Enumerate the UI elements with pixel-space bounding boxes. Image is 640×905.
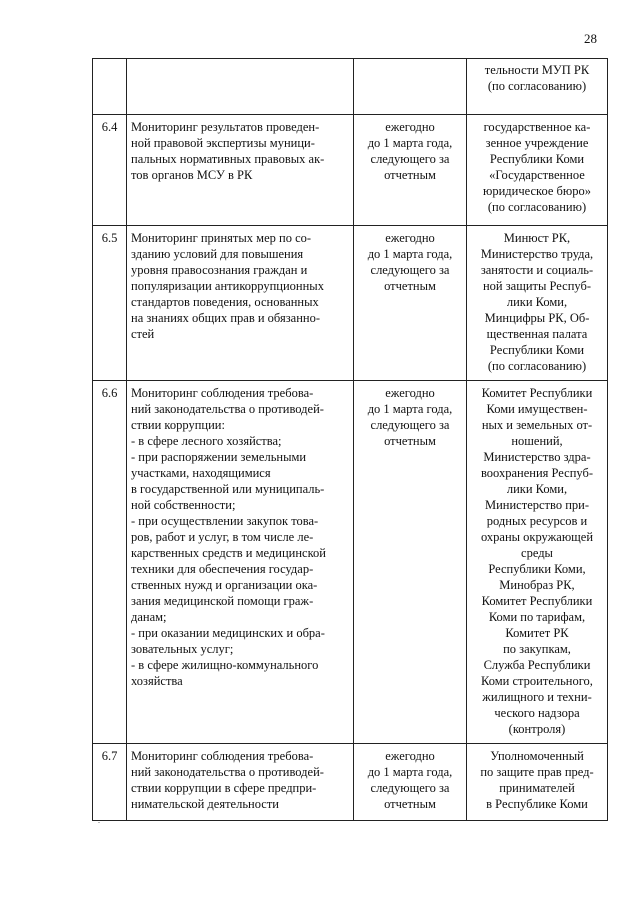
measure-text-cell (127, 744, 354, 821)
executor-line: Минцифры РК, Об- (484, 311, 590, 325)
executor-line: охраны окружающей (480, 530, 594, 544)
executor-line: занятости и социаль- (480, 263, 594, 277)
measure-text-line: стандартов поведения, основанных (131, 295, 319, 309)
row-number-cell (93, 226, 127, 381)
executor-line: государственное ка- (483, 120, 591, 134)
table-row-6-6 (93, 381, 608, 744)
measure-text-line: карственных средств и медицинской (131, 546, 326, 560)
measure-text-cell (127, 115, 354, 226)
executor-line: Служба Республики (483, 658, 591, 672)
executor-cell (467, 59, 608, 115)
measure-text-line: зовательных услуг; (131, 642, 234, 656)
deadline-cell (354, 381, 467, 744)
measure-text-line: тов органов МСУ в РК (131, 168, 253, 182)
measure-text-line: стей (131, 327, 155, 341)
measure-text-line: данам; (131, 610, 167, 624)
measure-text-line: ров, работ и услуг, в том числе ле- (131, 530, 314, 544)
executor-line: Коми по тарифам, (488, 610, 586, 624)
executor-line: жилищного и техни- (482, 690, 592, 704)
deadline-line: отчетным (384, 279, 436, 293)
deadline-cell (354, 59, 467, 115)
measure-text-line: ний законодательства о противодей- (131, 402, 324, 416)
measure-text-line: - в сфере лесного хозяйства; (131, 434, 282, 448)
executor-line: Министерство труда, (480, 247, 594, 261)
executor-line: (по согласованию) (487, 79, 587, 93)
table-row-continued (93, 59, 608, 115)
executor-line: «Государственное (489, 168, 585, 182)
executor-line: лики Коми, (506, 482, 568, 496)
deadline-line: до 1 марта года, (367, 402, 453, 416)
deadline-line: отчетным (384, 797, 436, 811)
executor-cell (467, 381, 608, 744)
deadline-line: следующего за (370, 152, 450, 166)
executor-line: Коми строительного, (481, 674, 593, 688)
executor-line: (по согласованию) (487, 359, 587, 373)
row-number: 6.4 (101, 120, 118, 134)
deadline-cell (354, 115, 467, 226)
measure-text-line: Мониторинг соблюдения требова- (131, 749, 314, 763)
deadline-line: ежегодно (385, 120, 435, 134)
deadline-line: следующего за (370, 781, 450, 795)
measure-text-line: нимательской деятельности (131, 797, 279, 811)
executor-cell (467, 115, 608, 226)
measure-text-line: зания медицинской помощи граж- (131, 594, 314, 608)
measure-text-line: популяризации антикоррупционных (131, 279, 324, 293)
executor-line: Республики Коми (489, 152, 585, 166)
executor-line: юридическое бюро» (483, 184, 591, 198)
executor-line: лики Коми, (506, 295, 568, 309)
deadline-line: отчетным (384, 168, 436, 182)
executor-line: Министерство при- (485, 498, 589, 512)
executor-line: Комитет Республики (481, 386, 593, 400)
executor-line: принимателей (499, 781, 575, 795)
measures-table-body (93, 59, 608, 821)
executor-line: Комитет РК (505, 626, 569, 640)
deadline-cell (354, 226, 467, 381)
executor-line: в Республике Коми (486, 797, 588, 811)
measure-text-line: участками, находящимися (131, 466, 271, 480)
executor-line: Республики Коми, (488, 562, 586, 576)
measures-table (92, 58, 608, 821)
executor-line: Минобраз РК, (499, 578, 575, 592)
row-number-cell (93, 59, 127, 115)
executor-line: среды (521, 546, 553, 560)
deadline-line: ежегодно (385, 386, 435, 400)
deadline-line: до 1 марта года, (367, 136, 453, 150)
row-number-cell (93, 744, 127, 821)
deadline-line: до 1 марта года, (367, 765, 453, 779)
deadline-line: до 1 марта года, (367, 247, 453, 261)
executor-line: по защите прав пред- (480, 765, 594, 779)
measure-text-line: ной собственности; (131, 498, 236, 512)
deadline-line: ежегодно (385, 749, 435, 763)
measure-text-line: - при осуществлении закупок това- (131, 514, 319, 528)
measure-text-line: Мониторинг результатов проведен- (131, 120, 320, 134)
measure-text-cell (127, 226, 354, 381)
executor-line: Минюст РК, (503, 231, 571, 245)
measure-text-line: пальных нормативных правовых ак- (131, 152, 325, 166)
measure-text-line: зданию условий для повышения (131, 247, 304, 261)
deadline-line: следующего за (370, 263, 450, 277)
row-number: 6.7 (101, 749, 118, 763)
measure-text-line: - при распоряжении земельными (131, 450, 307, 464)
measure-text-cell (127, 59, 354, 115)
measure-text-line: ствии коррупции: (131, 418, 225, 432)
measure-text-line: ной правовой экспертизы муници- (131, 136, 315, 150)
table-row-6-7 (93, 744, 608, 821)
executor-line: ческого надзора (494, 706, 580, 720)
executor-cell (467, 226, 608, 381)
deadline-line: ежегодно (385, 231, 435, 245)
executor-line: по закупкам, (503, 642, 571, 656)
measure-text-line: уровня правосознания граждан и (131, 263, 308, 277)
row-number-cell (93, 381, 127, 744)
executor-line: щественная палата (486, 327, 588, 341)
executor-line: зенное учреждение (485, 136, 589, 150)
executor-line: (контроля) (508, 722, 566, 736)
executor-line: Комитет Республики (481, 594, 593, 608)
executor-line: ной защиты Респуб- (482, 279, 592, 293)
measure-text-line: - в сфере жилищно-коммунального (131, 658, 319, 672)
table-row-6-4 (93, 115, 608, 226)
executor-line: Министерство здра- (483, 450, 591, 464)
scan-artifact (98, 822, 100, 823)
table-row-6-5 (93, 226, 608, 381)
page-number: 28 (584, 31, 597, 46)
deadline-cell (354, 744, 467, 821)
row-number: 6.6 (101, 386, 118, 400)
executor-line: родных ресурсов и (486, 514, 588, 528)
measure-text-line: на знаниях общих прав и обязанно- (131, 311, 320, 325)
row-number-cell (93, 115, 127, 226)
executor-line: Коми имуществен- (486, 402, 588, 416)
measure-text-line: - при оказании медицинских и обра- (131, 626, 325, 640)
row-number: 6.5 (101, 231, 118, 245)
deadline-line: отчетным (384, 434, 436, 448)
measure-text-line: техники для обеспечения государ- (131, 562, 314, 576)
measure-text-cell (127, 381, 354, 744)
measure-text-line: ний законодательства о противодей- (131, 765, 324, 779)
measure-text-line: в государственной или муниципаль- (131, 482, 325, 496)
measure-text-line: Мониторинг соблюдения требова- (131, 386, 314, 400)
measure-text-line: Мониторинг принятых мер по со- (131, 231, 312, 245)
executor-line: (по согласованию) (487, 200, 587, 214)
executor-line: Республики Коми (489, 343, 585, 357)
measure-text-line: ствии коррупции в сфере предпри- (131, 781, 317, 795)
executor-line: ношений, (511, 434, 563, 448)
executor-line: тельности МУП РК (484, 63, 590, 77)
executor-line: воохранения Респуб- (480, 466, 594, 480)
executor-cell (467, 744, 608, 821)
deadline-line: следующего за (370, 418, 450, 432)
executor-line: ных и земельных от- (481, 418, 593, 432)
executor-line: Уполномоченный (490, 749, 584, 763)
measure-text-line: хозяйства (131, 674, 183, 688)
measure-text-line: ственных нужд и организации ока- (131, 578, 318, 592)
